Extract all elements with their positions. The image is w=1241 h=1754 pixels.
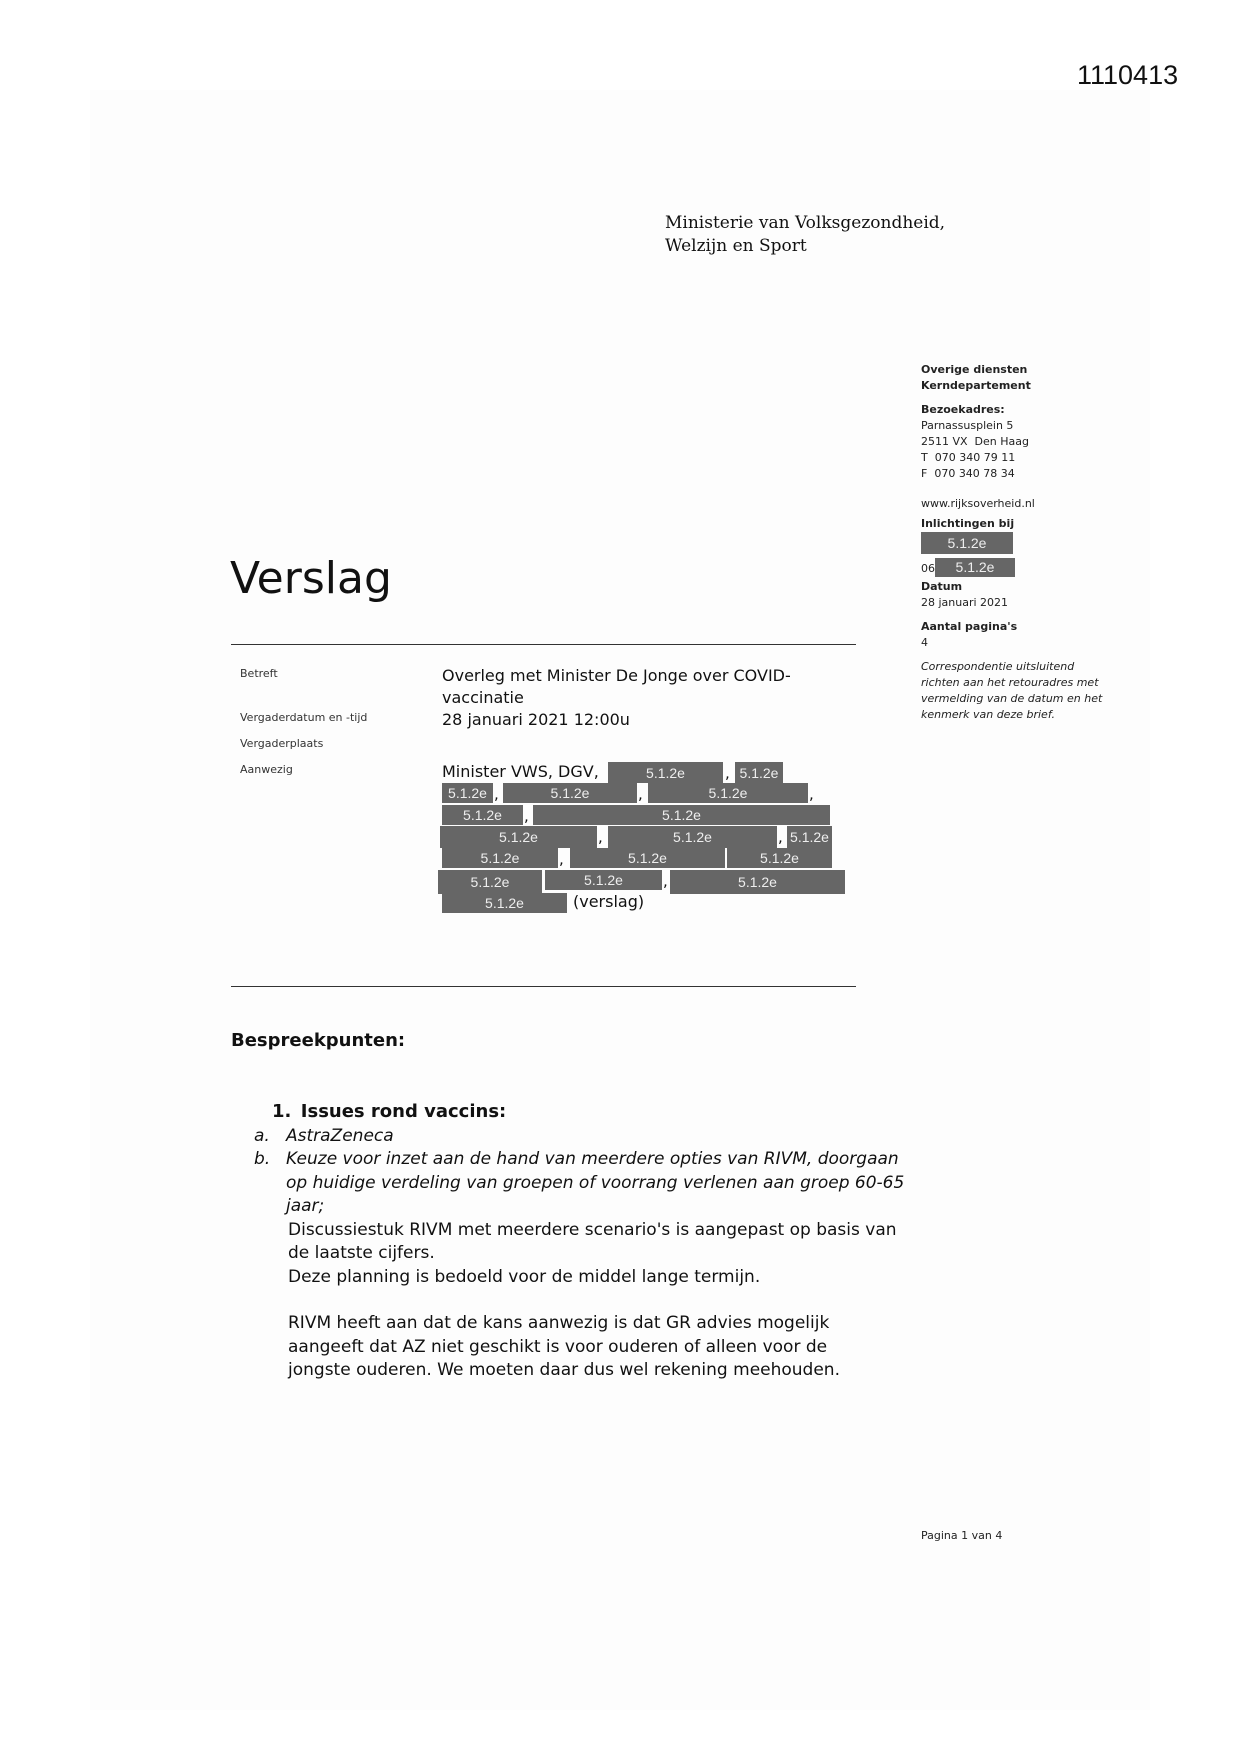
redacted-box: 5.1.2e — [670, 870, 845, 894]
correspondence-note: Correspondentie uitsluitend richten aan het retouradres met vermelding van de datum en het kenmerk van deze brief. — [921, 660, 1103, 721]
address-line: Parnassusplein 5 — [921, 419, 1014, 432]
subject-label: Betreft — [240, 667, 278, 680]
redacted-phone: 5.1.2e — [935, 558, 1015, 577]
agenda-list — [256, 1100, 936, 1383]
ministry-line-1: Ministerie van Volksgezondheid, — [665, 213, 946, 233]
place-label: Vergaderplaats — [240, 737, 324, 750]
separator-comma: , — [598, 828, 603, 846]
divider — [231, 644, 856, 645]
separator-comma: , — [638, 785, 643, 803]
pages-value: 4 — [921, 636, 928, 649]
pages-label: Aantal pagina's — [921, 620, 1018, 633]
present-suffix: (verslag) — [573, 892, 645, 911]
contact-label: Inlichtingen bij — [921, 517, 1015, 530]
redacted-box: 5.1.2e — [442, 805, 523, 825]
redacted-box: 5.1.2e — [735, 762, 783, 783]
redacted-box: 5.1.2e — [503, 783, 637, 803]
list-item: b. Keuze voor inzet aan de hand van meerdere opties van RIVM, doorgaan op huidige verdeling van groepen of voorrang verlenen aan groep 60-65 jaar; — [254, 1149, 905, 1216]
date-label: Datum — [921, 580, 963, 593]
date-value: 28 januari 2021 — [921, 596, 1009, 609]
redacted-box: 5.1.2e — [648, 783, 808, 803]
redacted-box: 5.1.2e — [442, 893, 567, 913]
org-line-2: Kerndepartement — [921, 379, 1031, 392]
separator-comma: , — [524, 807, 529, 825]
page-number: Pagina 1 van 4 — [921, 1529, 1003, 1542]
address-line: 2511 VX Den Haag — [921, 435, 1029, 448]
datetime-label: Vergaderdatum en -tijd — [240, 711, 368, 724]
website: www.rijksoverheid.nl — [921, 497, 1035, 510]
redacted-box: 5.1.2e — [533, 805, 830, 825]
document-id: 1110413 — [1077, 60, 1179, 90]
redacted-box: 5.1.2e — [442, 848, 558, 868]
redacted-box: 5.1.2e — [545, 870, 662, 890]
redacted-contact: 5.1.2e — [921, 532, 1013, 554]
redacted-box: 5.1.2e — [438, 870, 542, 894]
paragraph: Deze planning is bedoeld voor de middel lange termijn. — [288, 1266, 761, 1287]
paragraph: Discussiestuk RIVM met meerdere scenario's is aangepast op basis van de laatste cijfers. — [288, 1219, 897, 1263]
ministry-line-2: Welzijn en Sport — [665, 236, 807, 256]
address-label: Bezoekadres: — [921, 403, 1005, 416]
redacted-box: 5.1.2e — [570, 848, 725, 868]
page-title: Verslag — [230, 553, 392, 604]
separator-comma: , — [809, 785, 814, 803]
agenda-heading: 1. Issues rond vaccins: — [272, 1101, 507, 1122]
phone-line: T 070 340 79 11 — [921, 451, 1016, 464]
sidebar-colofon — [921, 362, 1121, 723]
separator-comma: , — [559, 850, 564, 868]
present-label: Aanwezig — [240, 763, 293, 776]
divider — [231, 986, 856, 987]
redacted-box: 5.1.2e — [608, 826, 777, 848]
separator-comma: , — [494, 785, 499, 803]
phone-prefix: 06 — [921, 562, 935, 575]
redacted-box: 5.1.2e — [440, 826, 597, 848]
present-prefix: Minister VWS, DGV, — [442, 762, 599, 781]
redacted-box: 5.1.2e — [442, 783, 493, 803]
separator-comma: , — [725, 764, 730, 782]
subject-value: Overleg met Minister De Jonge over COVID-vaccinatie — [442, 666, 791, 707]
org-line-1: Overige diensten — [921, 363, 1028, 376]
ministry-logo-text — [665, 212, 945, 258]
redacted-box: 5.1.2e — [787, 826, 832, 848]
redacted-box: 5.1.2e — [727, 848, 832, 868]
separator-comma: , — [778, 828, 783, 846]
paragraph: RIVM heeft aan dat de kans aanwezig is dat GR advies mogelijk aangeeft dat AZ niet geschikt is voor ouderen of alleen voor de jongste ouderen. We moeten daar dus wel rekening meehouden. — [288, 1313, 840, 1380]
list-item: a. AstraZeneca — [254, 1125, 394, 1146]
redacted-box: 5.1.2e — [608, 762, 723, 783]
datetime-value: 28 januari 2021 12:00u — [442, 710, 630, 729]
separator-comma: , — [663, 872, 668, 890]
section-title: Bespreekpunten: — [231, 1030, 406, 1051]
fax-line: F 070 340 78 34 — [921, 467, 1015, 480]
